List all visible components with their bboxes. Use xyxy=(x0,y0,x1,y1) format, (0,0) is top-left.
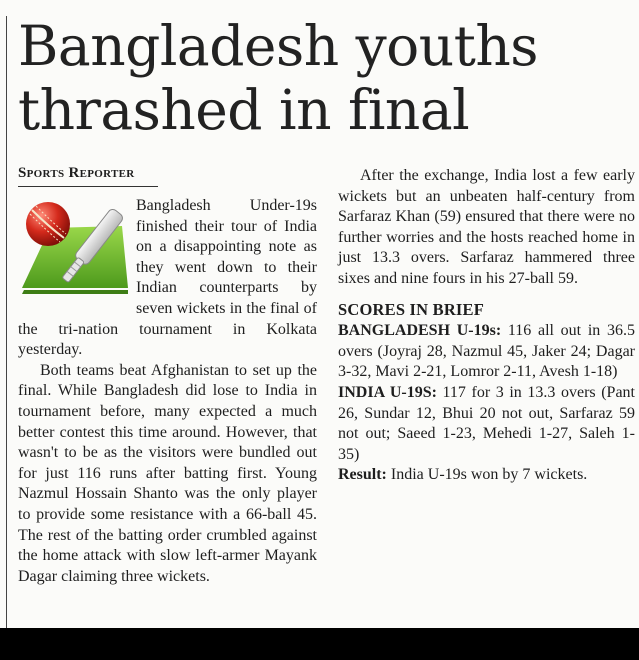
scores-heading: SCORES IN BRIEF xyxy=(338,299,485,319)
headline-line-2: thrashed in final xyxy=(18,78,470,142)
headline xyxy=(18,14,638,142)
article-paragraph-3: After the exchange, India lost a few early wickets but an unbeaten half-century from Sarfaraz Khan (59) ensured that there were no further worries and the hosts reached home in just 13.3 overs. Sarfaraz hammered three sixes and nine fours in his 27-ball 59. xyxy=(338,167,635,287)
article-paragraph-1: Bangladesh Under-19s finished their tour of India on a disappointing note as they went down to their Indian counterparts by seven wickets in the final of the tri-nation tournament in Kolkata yesterday. xyxy=(18,197,317,359)
score-line-bangladesh xyxy=(338,321,635,383)
bottom-bar xyxy=(0,628,639,660)
score-team-bangladesh: BANGLADESH U-19s: xyxy=(338,322,502,340)
article-paragraph-2: Both teams beat Afghanistan to set up the final. While Bangladesh did lose to India in tournament before, many expected a much better contest this time around. However, that wasn't to be as the visitors were bundled out for just 116 runs after batting first. Young Nazmul Hossain Shanto was the only player to provide some resistance with a 66-ball 45. The rest of the batting order crumbled against the home attack with slow left-armer Mayank Dagar claiming three wickets. xyxy=(18,361,317,585)
byline: Sports Reporter xyxy=(18,164,158,187)
score-result-text: India U-19s won by 7 wickets. xyxy=(386,466,588,484)
score-detail-bangladesh: 116 all out in 36.5 overs (Joyraj 28, Nazmul 45, Jaker 24; Dagar 3-32, Mavi 2-21, Lomror 2-11, Avesh 1-18) xyxy=(338,322,635,381)
score-line-result xyxy=(338,465,635,486)
score-detail-india: 117 for 3 in 13.3 overs (Pant 26, Sundar 12, Bhui 20 not out, Sarfaraz 59 not out; Saeed 1-23, Mehedi 1-27, Saleh 1-35) xyxy=(338,383,636,463)
left-column xyxy=(18,164,317,587)
right-column xyxy=(338,166,635,486)
score-line-india xyxy=(338,383,635,465)
score-result-label: Result: xyxy=(338,466,387,484)
column-rule xyxy=(6,16,7,628)
headline-line-1: Bangladesh youths xyxy=(18,14,538,78)
score-team-india: INDIA U-19S: xyxy=(338,383,437,401)
cricket-ball-and-bat-icon xyxy=(18,196,130,296)
